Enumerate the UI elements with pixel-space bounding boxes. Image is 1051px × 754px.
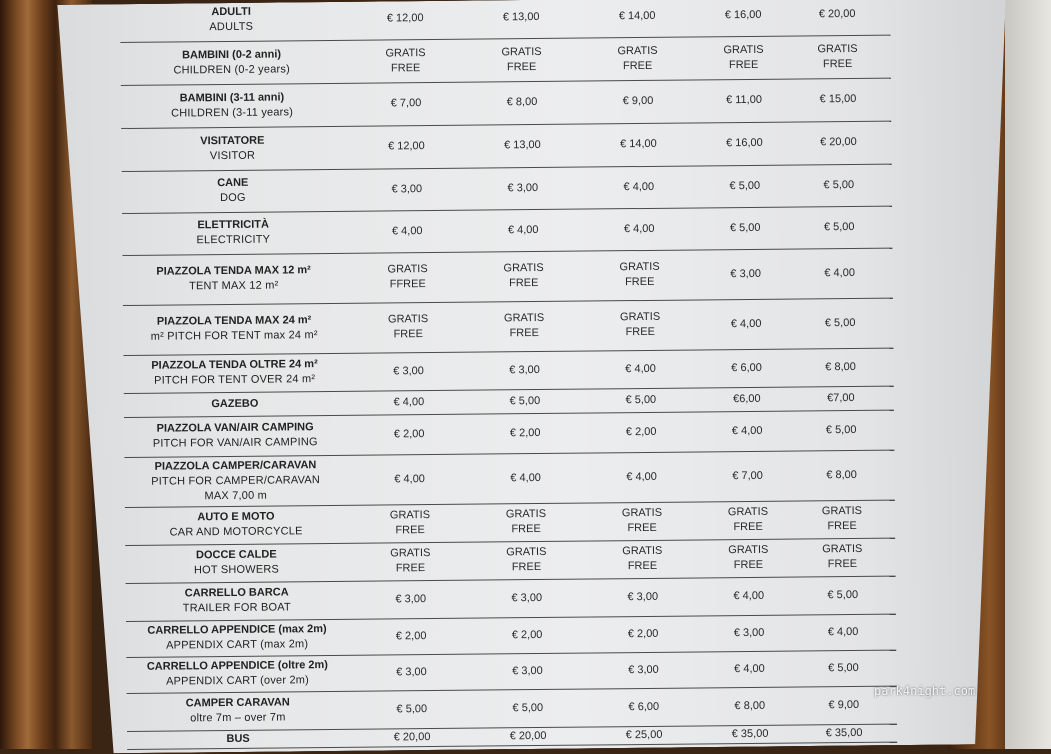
price-cell: € 9,00 xyxy=(622,94,654,108)
price-cell: € 3,00 xyxy=(627,590,659,603)
row-label-english: PITCH FOR VAN/AIR CAMPING xyxy=(152,436,318,450)
row-label-italian: BAMBINI (3-11 anni) xyxy=(179,90,285,104)
row-label xyxy=(121,132,343,164)
row-label-english: PITCH FOR CAMPER/CARAVAN MAX 7,00 m xyxy=(151,473,321,502)
price-cell: € 7,00 xyxy=(732,469,763,482)
price-cell: € 20,00 xyxy=(393,731,431,744)
price-cell: € 4,00 xyxy=(625,362,656,375)
price-cell: € 20,00 xyxy=(819,135,857,149)
price-cell: € 4,00 xyxy=(730,317,762,330)
price-cell: € 3,00 xyxy=(396,665,427,678)
price-cell: € 6,00 xyxy=(731,361,762,374)
price-cell: € 13,00 xyxy=(502,10,540,23)
price-cell: GRATIS FREE xyxy=(822,542,863,571)
row-label-italian: ELETTRICITÀ xyxy=(197,218,269,232)
price-cell: € 12,00 xyxy=(388,140,425,153)
row-label xyxy=(122,217,344,249)
row-label-italian: VISITATORE xyxy=(200,134,265,147)
row-label xyxy=(124,395,346,412)
price-cell: € 6,00 xyxy=(628,700,660,713)
price-cell: € 7,00 xyxy=(390,97,422,110)
price-cell: GRATIS FREE xyxy=(506,545,547,574)
row-label xyxy=(126,622,348,654)
row-label xyxy=(125,547,347,579)
price-cell: € 12,00 xyxy=(386,11,424,24)
price-cell: € 2,00 xyxy=(511,628,543,641)
price-cell: € 4,00 xyxy=(391,224,423,237)
price-cell: € 3,00 xyxy=(730,267,762,280)
price-cell: € 4,00 xyxy=(733,589,765,602)
price-cell: € 8,00 xyxy=(826,468,857,481)
price-cell: € 4,00 xyxy=(731,424,763,437)
row-label xyxy=(127,695,349,727)
row-label-english: TENT MAX 12 m² xyxy=(188,279,279,293)
row-label-italian: CANE xyxy=(217,176,249,190)
price-cell: GRATIS FREE xyxy=(817,42,858,70)
price-cell: € 8,00 xyxy=(825,360,856,373)
row-label-english: VISITOR xyxy=(209,149,256,162)
row-label-italian: PIAZZOLA TENDA MAX 12 m² xyxy=(156,264,311,278)
price-cell: € 35,00 xyxy=(825,726,863,740)
price-cell: € 15,00 xyxy=(819,92,857,106)
row-label-italian: BAMBINI (0-2 anni) xyxy=(181,47,282,61)
price-cell: € 8,00 xyxy=(506,95,538,109)
price-cell: €7,00 xyxy=(827,391,855,404)
price-cell: €6,00 xyxy=(733,392,761,405)
price-cell: GRATIS FREE xyxy=(503,261,544,290)
price-cell: GRATIS FREE xyxy=(505,507,547,536)
row-label-english: oltre 7m – over 7m xyxy=(190,711,286,725)
price-cell: GRATIS FREE xyxy=(501,45,542,73)
price-cell: € 5,00 xyxy=(823,178,855,191)
row-label-italian: AUTO E MOTO xyxy=(197,510,275,524)
row-label xyxy=(124,457,346,504)
row-label-english: ADULTS xyxy=(209,20,254,34)
price-cell: € 16,00 xyxy=(724,8,762,21)
price-cell: € 25,00 xyxy=(625,728,663,742)
row-label-english: DOG xyxy=(220,191,246,205)
price-cell: € 9,00 xyxy=(828,698,860,711)
row-label xyxy=(121,89,343,121)
table-row xyxy=(124,450,894,508)
price-cell: € 14,00 xyxy=(619,137,657,151)
row-label-italian: CARRELLO APPENDICE (oltre 2m) xyxy=(146,659,328,673)
row-label-italian: ADULTI xyxy=(211,5,251,19)
price-cell: € 4,00 xyxy=(734,662,765,675)
row-label-english: PITCH FOR TENT OVER 24 m² xyxy=(154,373,316,387)
row-label-english: CHILDREN (0-2 years) xyxy=(173,62,290,76)
row-label-italian: PIAZZOLA TENDA MAX 24 m² xyxy=(156,314,312,328)
row-label xyxy=(126,585,348,617)
row-label xyxy=(124,420,346,452)
price-cell: € 8,00 xyxy=(734,699,766,712)
price-cell: GRATIS FREE xyxy=(727,505,769,534)
price-cell: € 4,00 xyxy=(507,223,539,236)
row-label xyxy=(127,731,349,748)
price-cell: GRATIS FREE xyxy=(387,313,429,341)
row-label xyxy=(120,4,342,36)
price-cell: € 4,00 xyxy=(824,266,856,279)
row-label xyxy=(125,509,347,541)
row-label-english: CHILDREN (3-11 years) xyxy=(171,105,294,120)
price-cell: € 3,00 xyxy=(391,182,423,195)
row-label-italian: PIAZZOLA TENDA OLTRE 24 m² xyxy=(151,358,318,372)
price-cell: GRATIS FREE xyxy=(728,543,769,572)
price-cell: € 4,00 xyxy=(623,180,655,193)
price-cell: € 2,00 xyxy=(395,629,427,642)
price-cell: GRATIS FREE xyxy=(622,544,663,573)
price-cell: € 13,00 xyxy=(503,138,541,152)
price-cell: € 5,00 xyxy=(828,661,859,674)
row-label-italian: GAZEBO xyxy=(211,397,259,410)
price-cell: € 16,00 xyxy=(725,136,763,150)
price-cell: GRATIS FREE xyxy=(821,504,863,533)
row-label-italian: PIAZZOLA VAN/AIR CAMPING xyxy=(156,421,314,435)
row-label-english: CAR AND MOTORCYCLE xyxy=(169,525,303,539)
table-row xyxy=(122,248,892,306)
price-cell: € 5,00 xyxy=(823,220,855,233)
price-table xyxy=(120,0,897,749)
price-cell: GRATIS FREE xyxy=(503,311,545,340)
row-label xyxy=(120,46,342,78)
watermark: park4night.com xyxy=(874,684,976,698)
price-cell: € 35,00 xyxy=(731,727,769,741)
price-cell: € 3,00 xyxy=(733,626,765,639)
row-label xyxy=(123,357,345,389)
price-cell: GRATIS FREE xyxy=(723,43,764,71)
price-cell: € 5,00 xyxy=(625,393,657,406)
price-cell: € 2,00 xyxy=(509,426,541,439)
price-cell: € 3,00 xyxy=(507,181,539,194)
price-cell: € 3,00 xyxy=(509,363,540,376)
price-cell: € 5,00 xyxy=(827,588,859,601)
row-label-english: HOT SHOWERS xyxy=(193,563,280,577)
price-cell: € 20,00 xyxy=(818,7,856,20)
row-label-italian: CARRELLO BARCA xyxy=(184,586,289,600)
row-label xyxy=(123,263,345,295)
row-label-english: TRAILER FOR BOAT xyxy=(182,601,291,615)
price-cell: GRATIS FREE xyxy=(621,506,663,535)
price-cell: € 5,00 xyxy=(825,423,857,436)
price-cell: € 5,00 xyxy=(396,702,428,715)
price-cell: € 14,00 xyxy=(618,9,656,22)
row-label-english: APPENDIX CART (over 2m) xyxy=(166,674,310,688)
row-label-italian: CARRELLO APPENDICE (max 2m) xyxy=(147,623,327,637)
price-cell: € 5,00 xyxy=(729,179,761,192)
price-cell: € 5,00 xyxy=(824,316,856,329)
price-cell: € 4,00 xyxy=(827,625,859,638)
price-cell: € 11,00 xyxy=(725,93,762,107)
price-cell: € 5,00 xyxy=(512,701,544,714)
price-cell: GRATIS FREE xyxy=(389,509,431,537)
price-cell: € 4,00 xyxy=(394,472,425,485)
price-cell: GRATIS FFREE xyxy=(387,263,428,291)
price-cell: GRATIS FREE xyxy=(619,310,661,339)
row-label-italian: BUS xyxy=(226,732,250,746)
row-label xyxy=(123,313,345,345)
row-label-english: m² PITCH FOR TENT max 24 m² xyxy=(150,329,318,343)
price-cell: GRATIS FREE xyxy=(617,44,658,72)
row-label-italian: CAMPER CARAVAN xyxy=(185,696,290,710)
price-cell: € 20,00 xyxy=(509,729,547,743)
row-label-italian: PIAZZOLA CAMPER/CARAVAN xyxy=(154,458,317,473)
price-cell: € 2,00 xyxy=(393,427,425,440)
row-label-english: APPENDIX CART (max 2m) xyxy=(166,638,309,652)
price-cell: € 3,00 xyxy=(628,663,659,676)
row-label-english: ELECTRICITY xyxy=(196,233,271,247)
price-cell: € 4,00 xyxy=(626,470,657,483)
price-cell: € 3,00 xyxy=(393,364,424,377)
price-cell: € 3,00 xyxy=(511,591,543,604)
row-label xyxy=(126,658,348,690)
row-label xyxy=(122,175,344,207)
price-cell: € 3,00 xyxy=(395,592,427,605)
price-cell: € 2,00 xyxy=(625,425,657,438)
price-cell: € 4,00 xyxy=(623,222,655,235)
price-cell: € 4,00 xyxy=(393,395,425,408)
price-cell: € 3,00 xyxy=(512,664,543,677)
price-cell: € 5,00 xyxy=(509,394,541,407)
price-cell: € 5,00 xyxy=(729,221,761,234)
row-label-italian: DOCCE CALDE xyxy=(195,548,277,562)
table-row xyxy=(123,298,893,356)
price-cell: GRATIS FREE xyxy=(385,46,426,74)
wall-background xyxy=(1005,0,1051,749)
price-cell: GRATIS FREE xyxy=(390,547,431,575)
price-cell: € 2,00 xyxy=(627,627,659,640)
price-cell: € 4,00 xyxy=(510,471,541,484)
price-cell: GRATIS FREE xyxy=(619,260,660,289)
